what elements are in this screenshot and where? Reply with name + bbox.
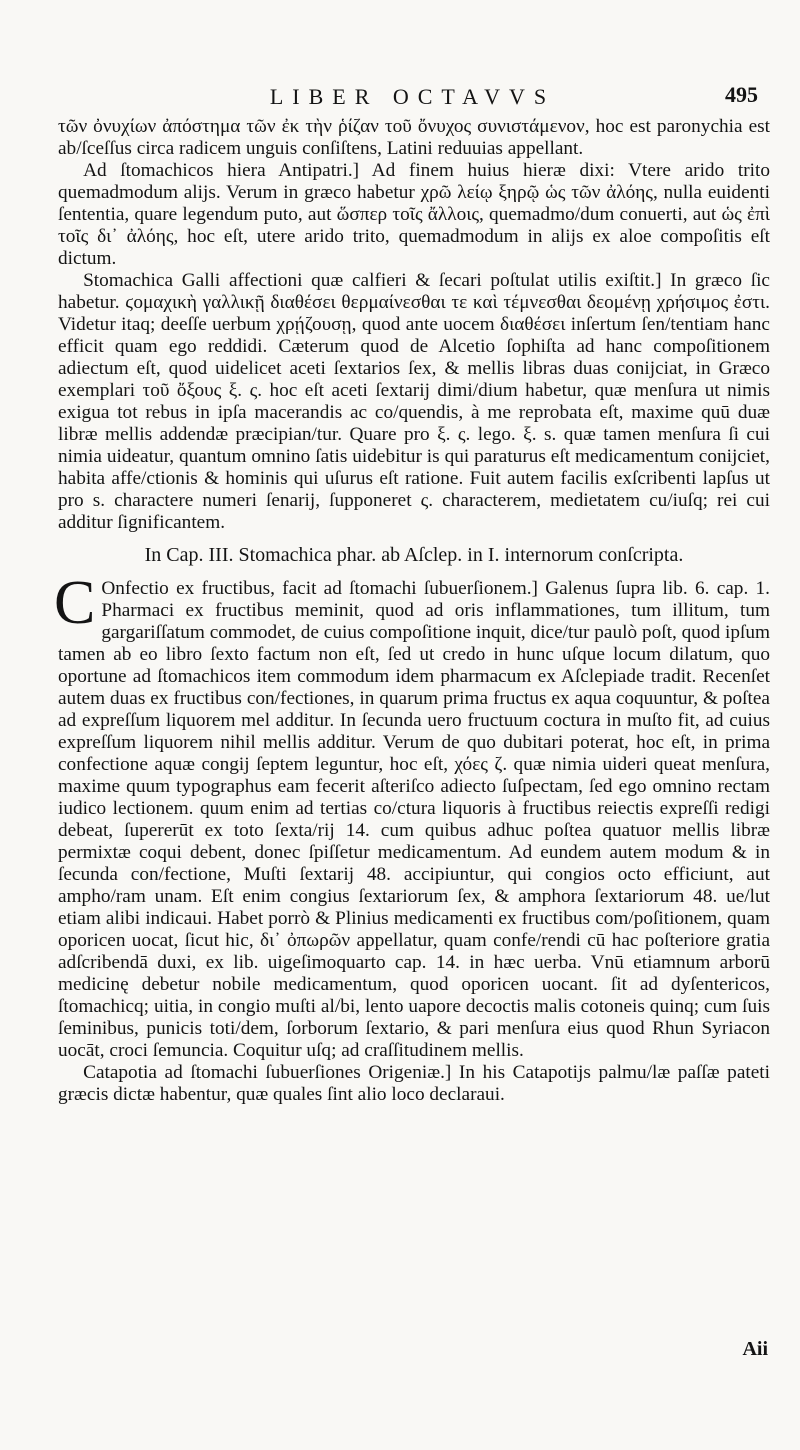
paragraph-confectio-text: Onfectio ex fructibus, facit ad ſtomachi ſubuerſionem.] Galenus ſupra lib. 6. cap. 1. Pharmaci ex fructibus meminit, quod ad oris inflammationes, tum illitum, tum gargariſſatum commodet, de cuius compoſitione inquit, dice/tur paulò poſt, quod ipſum tamen ab eo libro ſexto factum non eſt, ſed ut credo in hunc uſque locum dilatum, quo oportune ad ſtomachicos item commodum idem pharmacum ex Aſclepiade tradit. Recenſet autem duas ex fructibus con/fectiones, in quarum prima fructus ex aqua coquuntur, & poſtea ad expreſſum liquorem mel additur. In ſecunda uero fructuum coctura in muſto fit, ad cuius expreſſum liquorem nihil mellis additur. Verum de quo dubitari poterat, hoc eſt, in prima confectione aquæ congij ſeptem leguntur, hoc eſt, χόες ζ. quæ nimia uideri queat menſura, maxime quum typographus eam fecerit aſteriſco adiecto ſuſpectam, ſed ego omnino rectam iudico lectionem. quum enim ad tertias co/ctura liquoris à fructibus reiectis expreſſi redigi debeat, ſupererūt ex toto ſexta/rij 14. cum quibus adhuc poſtea quatuor mellis libræ permixtæ coqui debent, donec ſpiſſetur medicamentum. Ad eundem autem modum & in ſecunda con/fectione, Muſti ſextarij 48. accipiuntur, qui congios octo efficiunt, aut ampho/ram unam. Eſt enim congius ſextariorum ſex, & amphora ſextariorum 48. ue/lut etiam alibi indicaui. Habet porrò & Plinius medicamenti ex fructibus com/poſitionem, quam oporicen uocat, ſicut hic, δι᾽ ὀπωρῶν appellatur, quam confe/rendi cū hac poſteriore gratia adſcribendā duxi, ex lib. uigeſimoquarto cap. 14. in hæc uerba. Vnū etiamnum arborū medicinę debetur nobile medicamentum, quod oporicen uocant. ſit ad dyſentericos, ſtomachicq; uitia, in congio muſti al/bi, lento uapore decoctis malis cotoneis quinq; cum ſuis ſeminibus, punicis toti/dem, ſorborum ſextario, & pari menſura eius quod Rhun Syriacon uocāt, croci ſemuncia. Coquitur uſq; ad craſſitudinem mellis. [58,578,770,1061]
paragraph-confectio [54,569,770,1062]
paragraph-stomachica-galli: Stomachica Galli affectioni quæ calfieri & ſecari poſtulat utilis exiſtit.] In græco ſic habetur. ϛομαχικὴ γαλλικῇ διαθέσει θερμαίνεσθαι τε καὶ τέμνεσθαι δεομένῃ χρήσιμος ἐστι. Videtur itaq; deeſſe uerbum χρῄζουσῃ, quod ante uocem διαθέσει inſertum ſen/tentiam hanc efficit quam ego reddidi. Cæterum quod de Alcetio ſophiſta ad hanc compoſitionem adiectum eſt, quod uidelicet aceti ſextarios ſex, & mellis libras duas conijciat, in Græco exemplari τοῦ ὄξους ξ. ς. hoc eſt aceti ſextarij dimi/dium habetur, quæ menſura ut nimis exigua tot rebus in ipſa macerandis ac co/quendis, à me reprobata eſt, maxime quū duæ libræ mellis addendæ præcipian/tur. Quare pro ξ. ς. lego. ξ. s. quæ tamen menſura ſi cui nimia uideatur, quantum omnino ſatis uidebitur is qui paraturus eſt medicamentum conijciet, habita affe/ctionis & hominis qui uſurus eſt ratione. Fuit autem facilis exſcribenti lapſus ut pro s. charactere numeri ſenarij, ſupponeret ς. characterem, medietatem cu/iuſq; rei cui additur ſignificantem. [58,270,770,533]
page-number: 495 [725,82,758,107]
paragraph-catapotia: Catapotia ad ſtomachi ſubuerſiones Origeniæ.] In his Catapotijs palmu/læ paſſæ pateti græcis dictæ habentur, quæ quales ſint alio loco declaraui. [58,1062,770,1105]
paragraph-hiera-antipatri: Ad ſtomachicos hiera Antipatri.] Ad finem huius hieræ dixi: Vtere arido trito quemadmodum alijs. Verum in græco habetur χρῶ λείῳ ξηρῷ ὡς τῶν ἀλόης, nulla euidenti ſententia, quare legendum puto, aut ὥσπερ τοῖς ἄλλοις, quemadmo/dum conuerti, aut ὡς ἐπὶ τοῖς δι᾽ ἀλόης, hoc eſt, utere arido trito, quemadmodum in alijs ex aloe compoſitis eſt dictum. [58,160,770,269]
body-text [54,116,770,1106]
drop-cap-initial: C [54,569,96,637]
running-head [55,82,770,112]
catchword: Aii [742,1338,768,1360]
section-heading: In Cap. III. Stomachica phar. ab Aſclep. in I. internorum conſcripta. [144,544,684,566]
running-title: LIBER OCTAVVS [269,84,556,109]
paragraph-paronychia: τῶν ὀνυχίων ἀπόστημα τῶν ἐκ τὴν ῥίζαν τοῦ ὄνυχος συνιστάμενον, hoc est paronychia est ab/ſceſſus circa radicem unguis conſiſtens, Latini reduuias appellant. [58,116,770,159]
